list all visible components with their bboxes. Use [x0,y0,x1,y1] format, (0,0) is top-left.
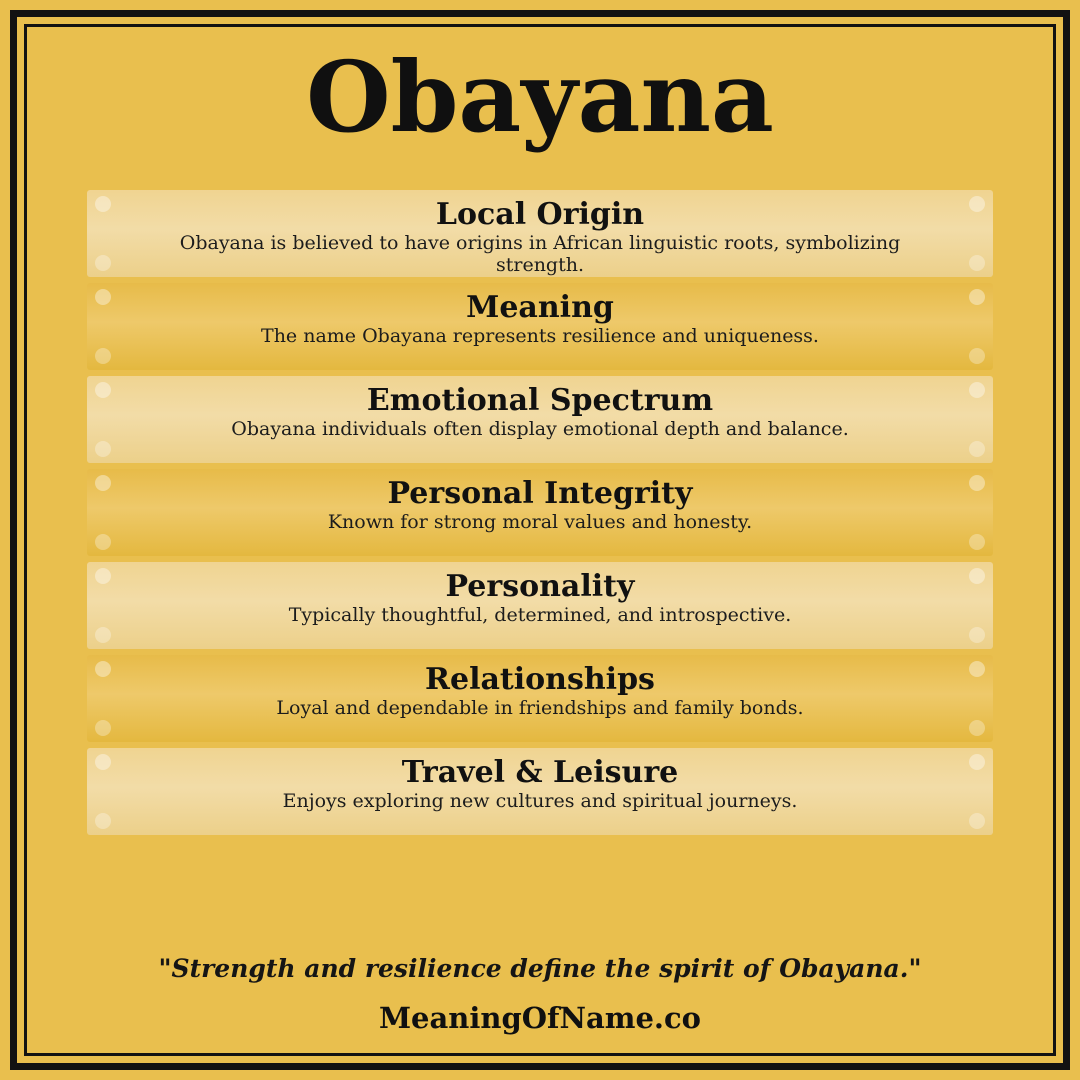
card-corner-dot-icon [95,255,111,271]
info-card-personal-integrity [87,469,993,556]
card-description: Typically thoughtful, determined, and introspective. [288,603,792,626]
card-corner-dot-icon [95,627,111,643]
poster-content [27,27,1053,1053]
card-corner-dot-icon [969,813,985,829]
info-card-list [87,190,993,835]
info-card-emotional-spectrum [87,376,993,463]
card-description: Enjoys exploring new cultures and spiritual journeys. [282,789,798,812]
card-corner-dot-icon [95,441,111,457]
card-corner-dot-icon [95,348,111,364]
info-card-relationships [87,655,993,742]
card-description: Obayana is believed to have origins in African linguistic roots, symbolizing strength. [179,231,901,276]
page-title: Obayana [306,40,774,154]
card-corner-dot-icon [969,348,985,364]
card-title: Relationships [425,662,655,697]
card-description: The name Obayana represents resilience and uniqueness. [261,324,819,347]
card-description: Obayana individuals often display emotional depth and balance. [231,417,849,440]
card-title: Local Origin [435,197,645,232]
card-corner-dot-icon [95,534,111,550]
card-corner-dot-icon [969,627,985,643]
info-card-meaning [87,283,993,370]
card-title: Personal Integrity [387,476,693,511]
card-corner-dot-icon [95,720,111,736]
info-card-travel-and-leisure [87,748,993,835]
card-title: Meaning [466,290,614,325]
card-title: Travel & Leisure [401,755,679,790]
card-title: Personality [445,569,635,604]
card-description: Known for strong moral values and honesty. [327,510,753,533]
card-corner-dot-icon [969,534,985,550]
quote-text: "Strength and resilience define the spirit of Obayana." [158,954,922,983]
card-corner-dot-icon [95,813,111,829]
brand-name: MeaningOfName.co [378,1001,702,1035]
info-card-local-origin [87,190,993,277]
footer [87,954,993,1053]
card-description: Loyal and dependable in friendships and family bonds. [276,696,804,719]
inner-border [24,24,1056,1056]
card-corner-dot-icon [969,255,985,271]
card-corner-dot-icon [969,720,985,736]
card-title: Emotional Spectrum [366,383,714,418]
card-corner-dot-icon [969,441,985,457]
info-card-personality [87,562,993,649]
